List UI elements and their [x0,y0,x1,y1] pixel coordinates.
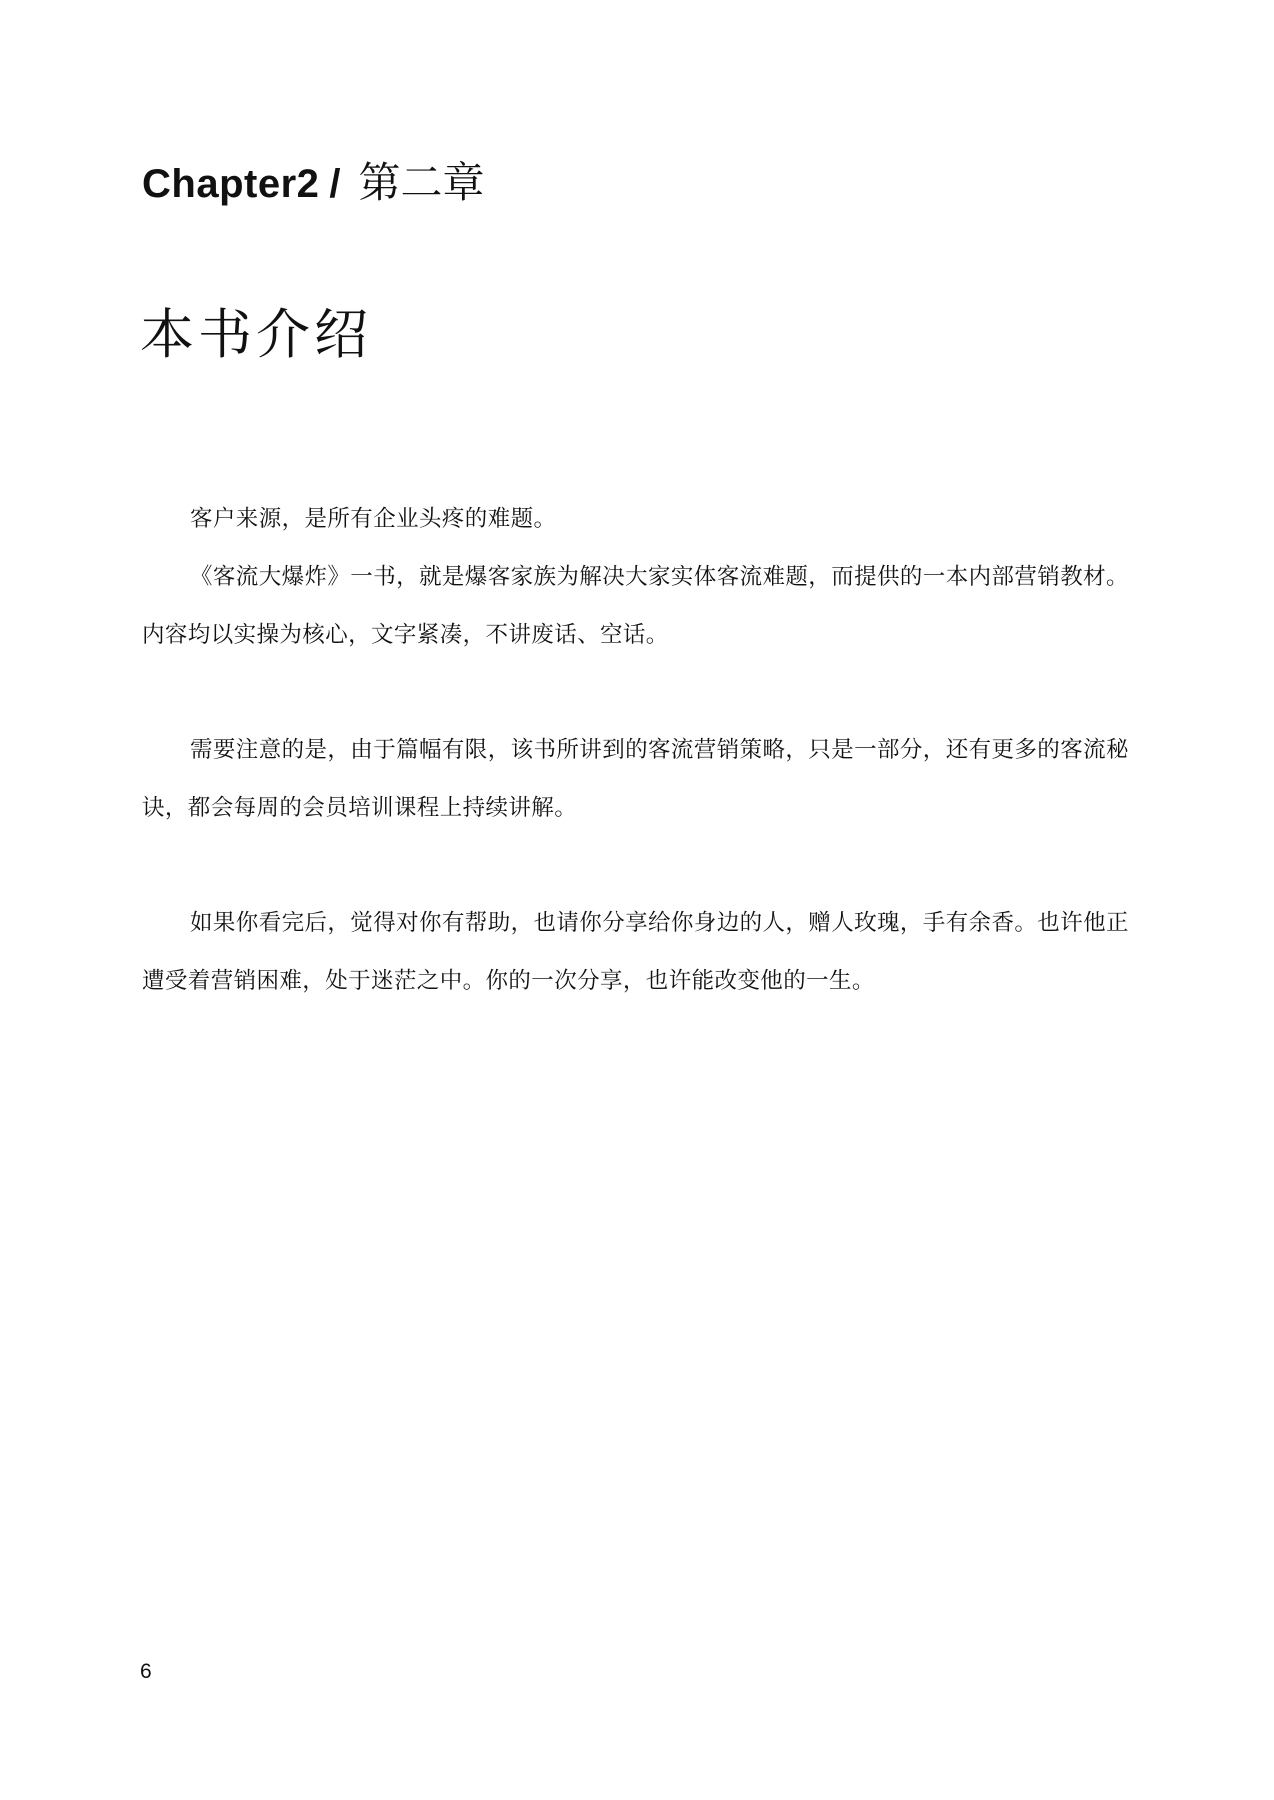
paragraph-3: 需要注意的是，由于篇幅有限，该书所讲到的客流营销策略，只是一部分，还有更多的客流秘诀，都会每周的会员培训课程上持续讲解。 [142,737,1129,821]
body-text [142,490,1132,1010]
paragraph-1: 客户来源，是所有企业头疼的难题。 [190,506,557,532]
chapter-separator: / [329,162,341,206]
chapter-number: 第二章 [358,158,485,207]
paragraph-4: 如果你看完后，觉得对你有帮助，也请你分享给你身边的人，赠人玫瑰，手有余香。也许他正遭受着营销困难，处于迷茫之中。你的一次分享，也许能改变他的一生。 [142,910,1129,994]
chapter-heading [142,150,485,210]
page-number: 6 [140,1660,152,1683]
paragraph-2: 《客流大爆炸》一书，就是爆客家族为解决大家实体客流难题，而提供的一本内部营销教材。内容均以实操为核心，文字紧凑，不讲废话、空话。 [142,564,1129,648]
chapter-label: Chapter2 [142,162,320,206]
section-title: 本书介绍 [140,303,372,366]
